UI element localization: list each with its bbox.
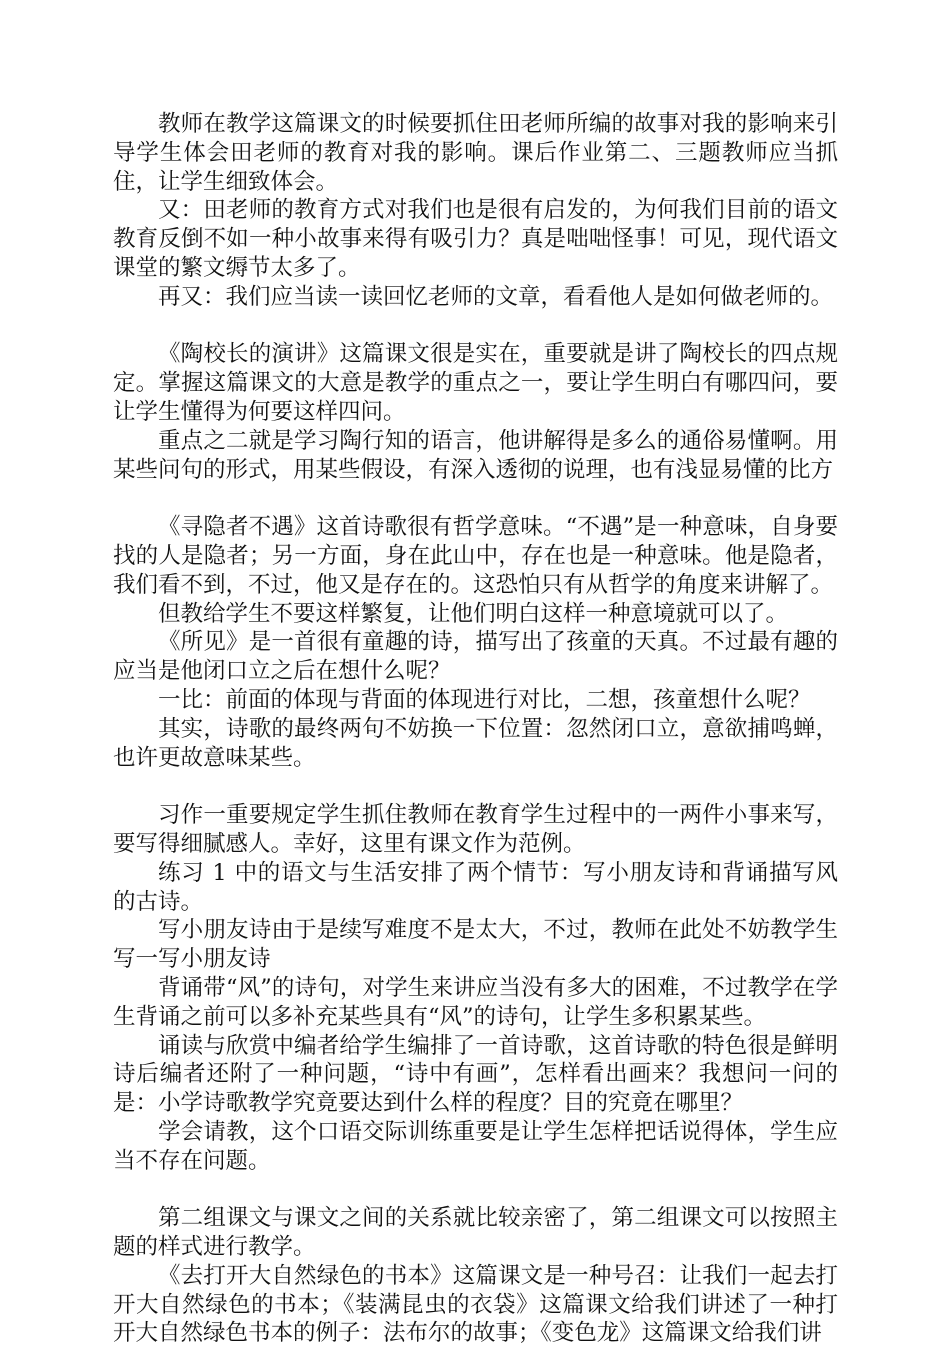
paragraph: 再又：我们应当读一读回忆老师的文章，看看他人是如何做老师的。 (158, 283, 834, 310)
section-5 (113, 1204, 838, 1348)
section-gap (113, 1175, 838, 1204)
section-3 (113, 513, 838, 772)
section-gap (113, 772, 838, 801)
paragraph: 练习 1 中的语文与生活安排了两个情节：写小朋友诗和背诵描写风的古诗。 (113, 859, 838, 915)
paragraph: 《去打开大自然绿色的书本》这篇课文是一种号召：让我们一起去打开大自然绿色的书本；《装满昆虫的衣袋》这篇课文给我们讲述了一种打开大自然绿色书本的例子：法布尔的故事；《变色龙》这篇课文给我们讲 (113, 1262, 838, 1347)
paragraph: 重点之二就是学习陶行知的语言，他讲解得是多么的通俗易懂啊。用某些问句的形式，用某些假设，有深入透彻的说理，也有浅显易懂的比方 (113, 427, 838, 483)
section-gap (113, 484, 838, 513)
section-4 (113, 801, 838, 1175)
paragraph: 诵读与欣赏中编者给学生编排了一首诗歌，这首诗歌的特色很是鲜明诗后编者还附了一种问题，“诗中有画”，怎样看出画来？我想问一问的是：小学诗歌教学究竟要达到什么样的程度？目的究竟在哪里？ (113, 1032, 838, 1117)
section-2 (113, 340, 838, 484)
paragraph: 第二组课文与课文之间的关系就比较亲密了，第二组课文可以按照主题的样式进行教学。 (113, 1205, 838, 1261)
paragraph: 教师在教学这篇课文的时候要抓住田老师所编的故事对我的影响来引导学生体会田老师的教育对我的影响。课后作业第二、三题教师应当抓住，让学生细致体会。 (113, 111, 838, 195)
paragraph: 写小朋友诗由于是续写难度不是太大，不过，教师在此处不妨教学生写一写小朋友诗 (113, 917, 838, 973)
document-page (113, 110, 838, 1348)
paragraph: 《所见》是一首很有童趣的诗，描写出了孩童的天真。不过最有趣的应当是他闭口立之后在想什么呢？ (113, 629, 838, 685)
paragraph: 但教给学生不要这样繁复，让他们明白这样一种意境就可以了。 (158, 600, 789, 627)
paragraph: 背诵带“风”的诗句，对学生来讲应当没有多大的困难，不过教学在学生背诵之前可以多补充某些具有“风”的诗句，让学生多积累某些。 (113, 974, 838, 1030)
paragraph: 《寻隐者不遇》这首诗歌很有哲学意味。“不遇”是一种意味，自身要找的人是隐者；另一方面，身在此山中，存在也是一种意味。他是隐者，我们看不到，不过，他又是存在的。这恐怕只有从哲学的角度来讲解了。 (113, 514, 838, 598)
paragraph: 其实，诗歌的最终两句不妨换一下位置：忽然闭口立，意欲捕鸣蝉，也许更故意味某些。 (113, 715, 838, 771)
paragraph: 习作一重要规定学生抓住教师在教育学生过程中的一两件小事来写，要写得细腻感人。幸好，这里有课文作为范例。 (113, 802, 838, 857)
section-1 (113, 110, 838, 312)
section-gap (113, 312, 838, 341)
paragraph: 又：田老师的教育方式对我们也是很有启发的，为何我们目前的语文教育反倒不如一种小故事来得有吸引力？真是咄咄怪事！可见，现代语文课堂的繁文缛节太多了。 (113, 197, 838, 281)
paragraph: 《陶校长的演讲》这篇课文很是实在，重要就是讲了陶校长的四点规定。掌握这篇课文的大意是教学的重点之一，要让学生明白有哪四问，要让学生懂得为何要这样四问。 (113, 341, 838, 425)
paragraph: 学会请教，这个口语交际训练重要是让学生怎样把话说得体，学生应当不存在问题。 (113, 1118, 838, 1174)
paragraph: 一比：前面的体现与背面的体现进行对比，二想，孩童想什么呢？ (158, 686, 811, 713)
